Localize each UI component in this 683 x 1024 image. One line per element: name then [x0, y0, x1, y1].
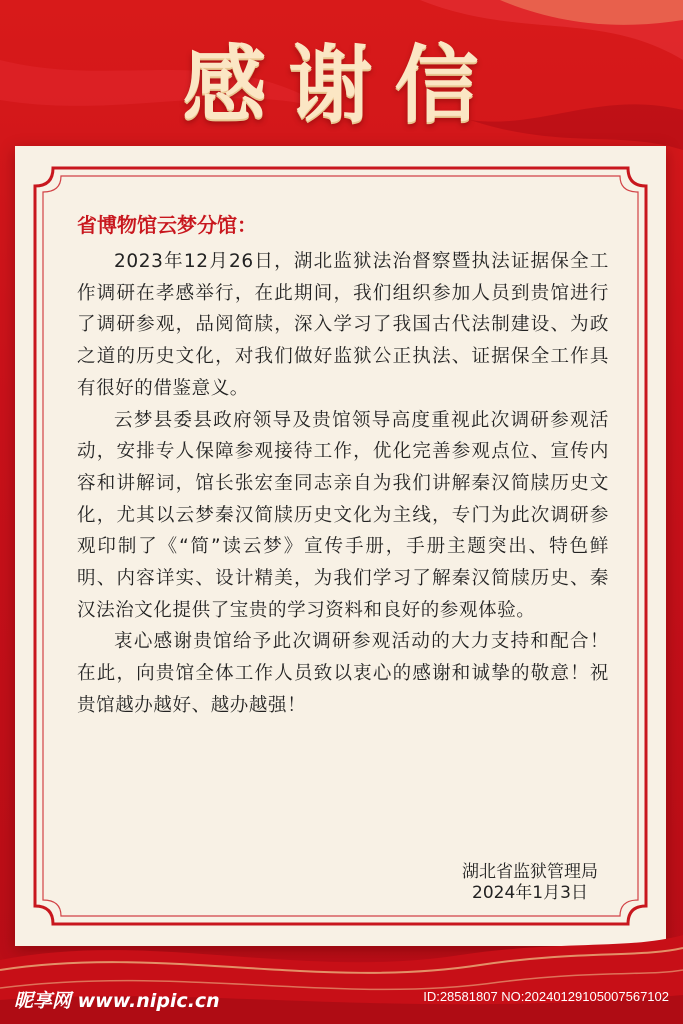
letter-signature	[462, 862, 598, 904]
watermark-id: ID:28581807 NO:20240129105007567102	[423, 989, 669, 1004]
page-title: 感谢信	[182, 35, 501, 134]
letter-paper	[15, 146, 666, 946]
letter-paragraph-1: 2023年12月26日，湖北监狱法治督察暨执法证据保全工作调研在孝感举行，在此期间，我们组织参加人员到贵馆进行了调研参观，品阅简牍，深入学习了我国古代法制建设、为政之道的历史文化，对我们做好监狱公正执法、证据保全工作具有很好的借鉴意义。	[77, 251, 609, 399]
watermark-logo: 昵享网 www.nipic.cn	[14, 990, 220, 1012]
sender-name: 湖北省监狱管理局	[462, 862, 598, 882]
letter-body	[77, 210, 609, 722]
letter-paragraph-3: 衷心感谢贵馆给予此次调研参观活动的大力支持和配合！在此，向贵馆全体工作人员致以衷心的感谢和诚挚的敬意！祝贵馆越办越好、越办越强！	[77, 631, 609, 716]
letter-date: 2024年1月3日	[472, 883, 588, 903]
letter-salutation: 省博物馆云梦分馆：	[77, 213, 257, 237]
letter-paragraph-2: 云梦县委县政府领导及贵馆领导高度重视此次调研参观活动，安排专人保障参观接待工作，优化完善参观点位、宣传内容和讲解词，馆长张宏奎同志亲自为我们讲解秦汉简牍历史文化，尤其以云梦秦汉简牍历史文化为主线，专门为此次调研参观印制了《“简”读云梦》宣传手册，手册主题突出、特色鲜明、内容详实、设计精美，为我们学习了解秦汉简牍历史、秦汉法治文化提供了宝贵的学习资料和良好的参观体验。	[77, 409, 609, 621]
